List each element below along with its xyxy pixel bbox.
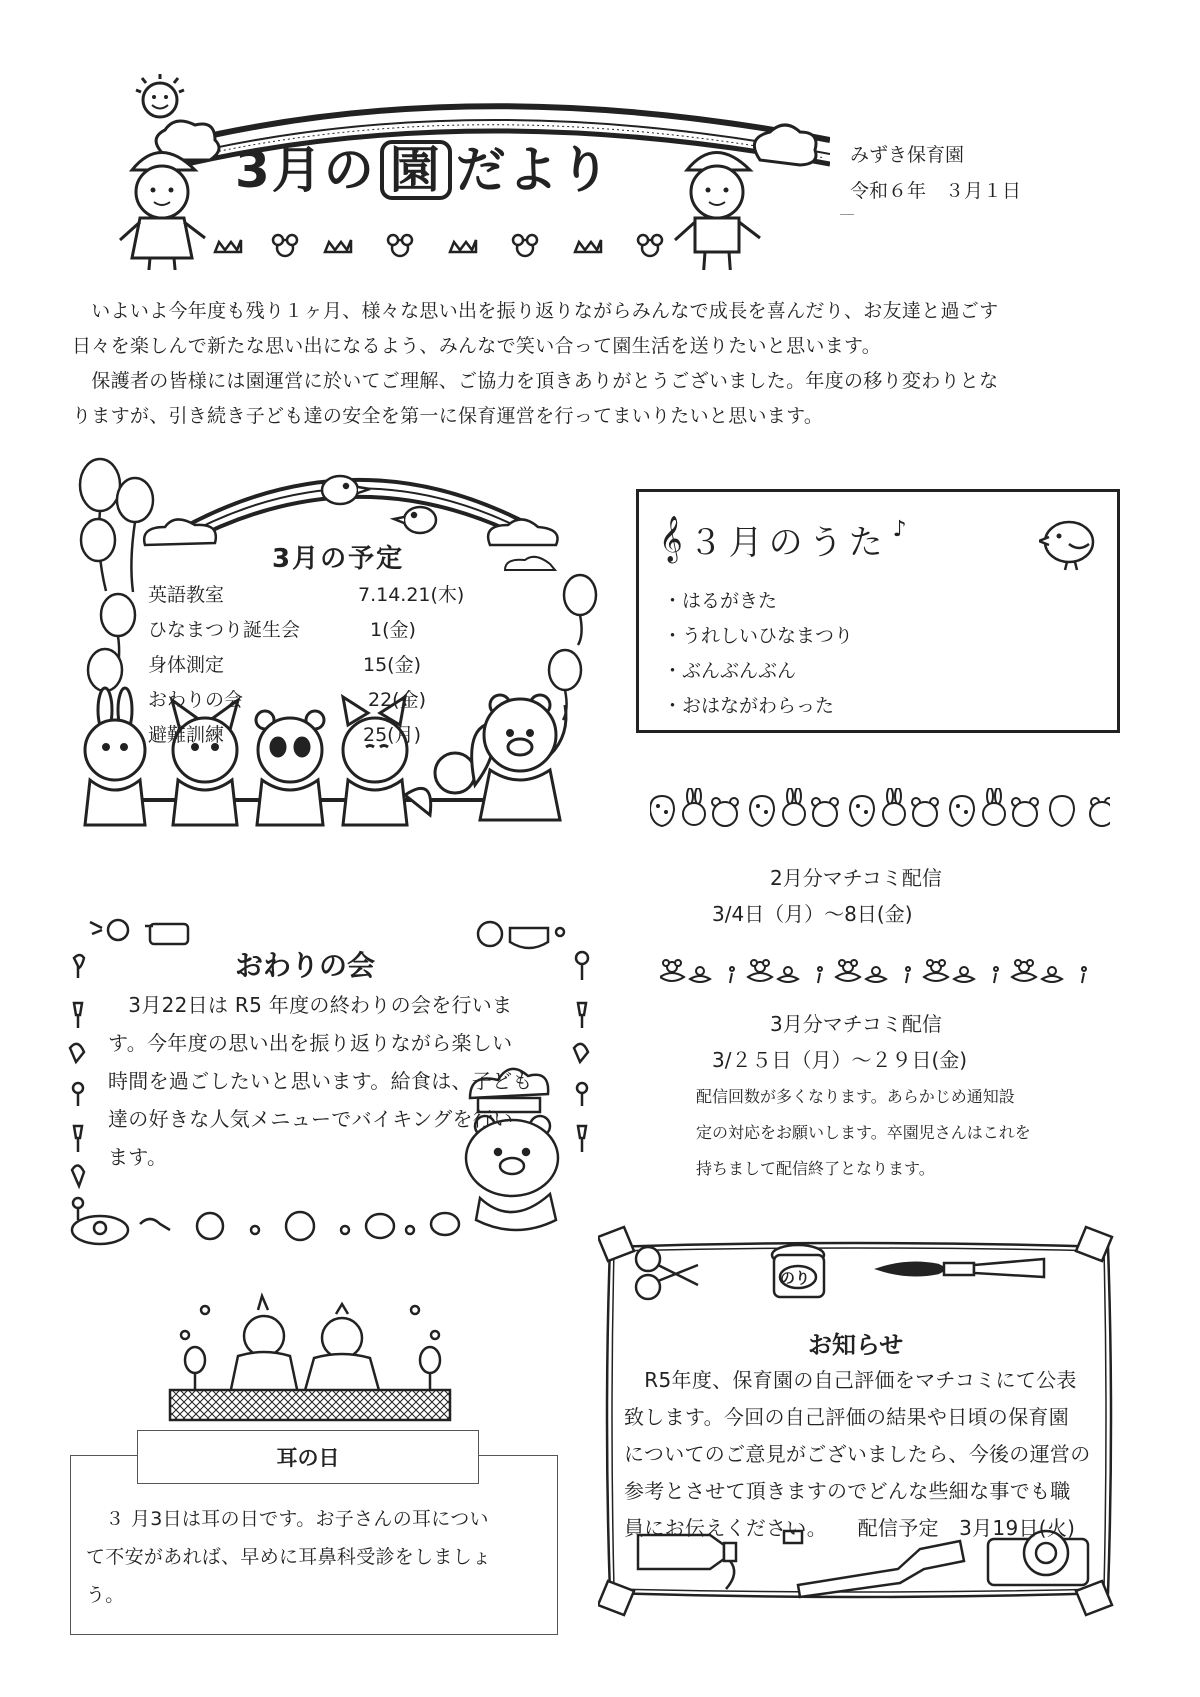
pen-icon xyxy=(798,1541,964,1597)
owari-line: 時間を過ごしたいと思います。給食は、子ども xyxy=(108,1069,533,1093)
header-divider xyxy=(840,214,854,215)
oshirase-line: についてのご意見がございましたら、今後の運営の xyxy=(624,1442,1091,1466)
song-item: ・おはながわらった xyxy=(663,695,835,717)
brush-icon xyxy=(878,1259,1044,1277)
glue-jar-label: のり xyxy=(780,1269,811,1287)
songs-title: ３月のうた xyxy=(688,522,889,563)
title-kanji-box: 園 xyxy=(380,140,452,200)
machicomi-mar-title: 3月分マチコミ配信 xyxy=(770,1012,942,1036)
page-title xyxy=(235,140,612,200)
fruit-animal-border xyxy=(650,788,1110,828)
owari-text xyxy=(108,986,558,1176)
song-item: ・うれしいひなまつり xyxy=(663,625,854,647)
schedule-event: ひなまつり誕生会 xyxy=(148,619,301,641)
treble-clef-icon: 𝄞 xyxy=(659,516,683,562)
schedule-row xyxy=(148,683,528,718)
song-item: ・はるがきた xyxy=(663,590,778,612)
machicomi-mar-dates: 3/２５日（月）～２９日(金) xyxy=(712,1048,968,1072)
owari-line: す。今年度の思い出を振り返りながら楽しい xyxy=(108,1031,513,1055)
songs-title-row xyxy=(659,514,907,564)
mimi-text xyxy=(86,1500,546,1614)
flower-border xyxy=(660,955,1100,989)
sun-icon xyxy=(136,74,184,117)
mimi-line: て不安があれば、早めに耳鼻科受診をしましょ xyxy=(86,1546,492,1568)
schedule-list xyxy=(148,578,528,753)
schedule-date: 7.14.21(木) xyxy=(358,584,465,606)
music-note-icon: ♪ xyxy=(892,516,907,542)
song-item: ・ぶんぶんぶん xyxy=(663,660,797,682)
oshirase-title: お知らせ xyxy=(808,1331,904,1359)
schedule-row xyxy=(148,613,528,648)
title-month: 3月の xyxy=(235,141,376,199)
schedule-event: 避難訓練 xyxy=(148,724,225,746)
schedule-title: 3月の予定 xyxy=(272,544,405,574)
intro-line: いよいよ今年度も残り１ヶ月、様々な思い出を振り返りながらみんなで成長を喜んだり、お友達と過ごす xyxy=(72,300,999,322)
owari-title: おわりの会 xyxy=(235,949,376,982)
machicomi-feb-title: 2月分マチコミ配信 xyxy=(770,866,942,890)
scissors-icon xyxy=(636,1247,698,1299)
oshirase-line: 員にお伝えください。 配信予定 3月19日(火) xyxy=(624,1516,1076,1540)
intro-text xyxy=(72,294,1132,434)
strawberry-bunny-bear-icon xyxy=(650,788,1110,828)
schedule-event: 身体測定 xyxy=(148,654,225,676)
mimi-line: う。 xyxy=(86,1584,125,1606)
schedule-date: 25(月) xyxy=(363,724,422,746)
schedule-event: おわりの会 xyxy=(148,689,244,711)
mimi-title: 耳の日 xyxy=(276,1446,340,1470)
schedule-row xyxy=(148,718,528,753)
schedule-row xyxy=(148,578,528,613)
schedule-row xyxy=(148,648,528,683)
owari-line: 3月22日は R5 年度の終わりの会を行いま xyxy=(108,993,513,1017)
songs-list xyxy=(663,584,853,724)
mimi-line: ３ 月3日は耳の日です。お子さんの耳につい xyxy=(86,1508,489,1530)
machicomi-mar-note xyxy=(696,1079,1031,1187)
schedule-date: 1(金) xyxy=(370,619,416,641)
mimi-title-box xyxy=(137,1430,479,1484)
intro-line: 保護者の皆様には園運営に於いてご理解、ご協力を頂きありがとうございました。年度の移り変わりとな xyxy=(72,370,999,392)
schedule-event: 英語教室 xyxy=(148,584,225,606)
hina-dolls-icon xyxy=(160,1290,460,1425)
oshirase-line: 致します。今回の自己評価の結果や日頃の保育園 xyxy=(624,1405,1069,1429)
owari-line: 達の好きな人気メニューでバイキングを行い xyxy=(108,1107,514,1131)
chick-icon xyxy=(1039,512,1109,572)
note-line: 持ちまして配信終了となります。 xyxy=(696,1159,935,1178)
flower-row-icon xyxy=(660,955,1100,989)
oshirase-text xyxy=(624,1362,1102,1547)
schedule-date: 15(金) xyxy=(363,654,422,676)
note-line: 定の対応をお願いします。卒園児さんはこれを xyxy=(696,1123,1031,1142)
owari-line: ます。 xyxy=(108,1145,168,1169)
child-right-icon xyxy=(675,153,760,271)
title-tail: だより xyxy=(455,141,612,199)
oshirase-line: R5年度、保育園の自己評価をマチコミにて公表 xyxy=(624,1368,1077,1392)
machicomi-feb-dates: 3/4日（月）～8日(金) xyxy=(712,902,913,926)
oshirase-line: 参考とさせて頂きますのでどんな些細な事でも職 xyxy=(624,1479,1071,1503)
issue-date: 令和６年 ３月１日 xyxy=(850,180,1022,202)
note-line: 配信回数が多くなります。あらかじめ通知設 xyxy=(696,1087,1015,1106)
hina-illustration xyxy=(160,1290,460,1425)
schedule-date: 22(金) xyxy=(368,689,427,711)
decorative-border-icon xyxy=(215,235,662,256)
school-name: みずき保育園 xyxy=(850,144,965,166)
intro-line: 日々を楽しんで新たな思い出になるよう、みんなで笑い合って園生活を送りたいと思います。 xyxy=(72,335,882,357)
songs-box xyxy=(636,489,1120,733)
intro-line: りますが、引き続き子ども達の安全を第一に保育運営を行ってまいりたいと思います。 xyxy=(72,405,824,427)
child-left-icon xyxy=(120,153,205,271)
